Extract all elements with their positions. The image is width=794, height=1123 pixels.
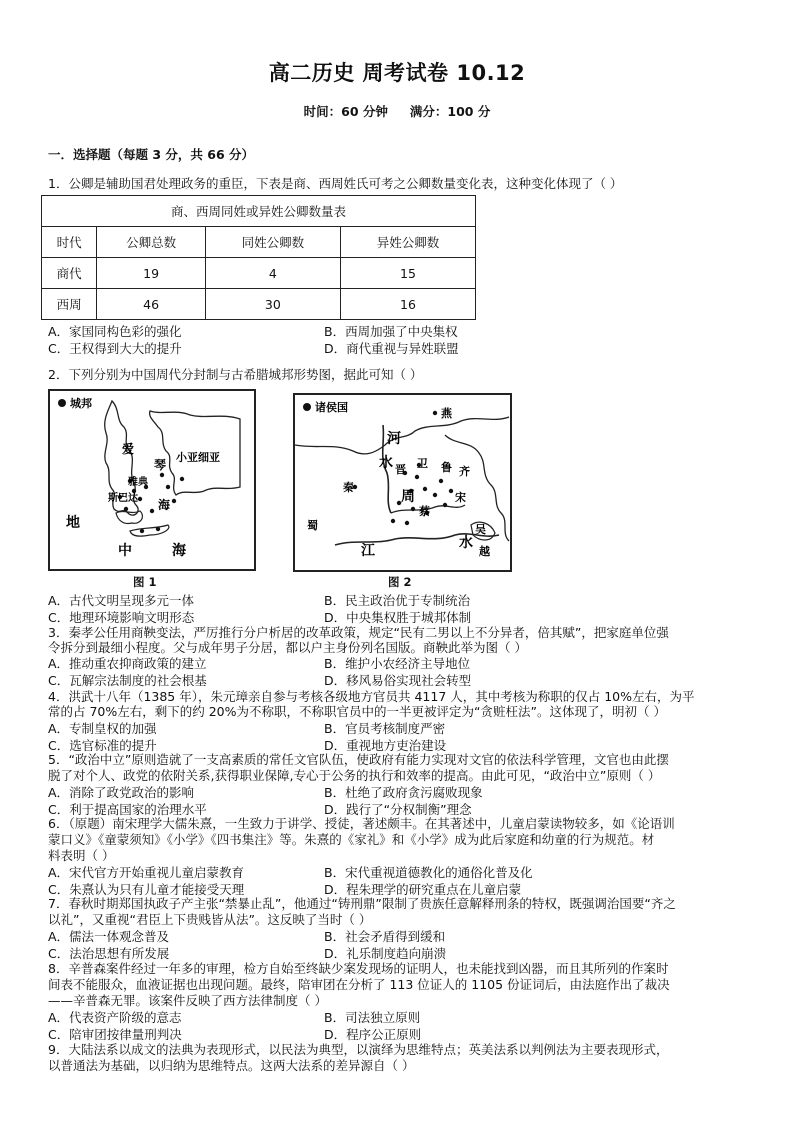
map1-caption: 图 1 <box>133 575 157 589</box>
map2-label: 宋 <box>455 491 466 504</box>
exam-score: 满分：100 分 <box>409 104 491 119</box>
question-6-options <box>48 864 748 898</box>
question-7-options <box>48 928 748 962</box>
map1-label: 海 <box>158 498 171 512</box>
table-cell: 4 <box>205 258 340 289</box>
table-header-cell: 异姓公卿数 <box>340 227 475 258</box>
map1-label: 爱 <box>122 442 135 456</box>
option-c[interactable]: C．陪审团按律量刑判决 <box>48 1027 182 1042</box>
table-cell: 15 <box>340 258 475 289</box>
option-c[interactable]: C．利于提高国家的治理水平 <box>48 802 207 817</box>
table-cell: 西周 <box>42 289 97 320</box>
option-b[interactable]: B．司法独立原则 <box>324 1010 421 1025</box>
greek-city-states-map <box>48 389 256 571</box>
map2-label: 吴 <box>475 523 486 536</box>
table-caption: 商、西周同姓或异姓公卿数量表 <box>42 196 476 227</box>
map1-label: 斯巴达 <box>108 493 138 504</box>
option-b[interactable]: B．官员考核制度严密 <box>324 721 446 736</box>
option-b[interactable]: B．杜绝了政府贪污腐败现象 <box>324 785 483 800</box>
option-a[interactable]: A．古代文明呈现多元一体 <box>48 593 195 608</box>
zhou-map-drawing <box>295 395 510 570</box>
question-5-line-2: 脱了对个人、政党的依附关系,获得职业保障,专心于公务的执行和效率的提高。由此可见，“政治中立”原则（ ） <box>48 768 661 783</box>
option-c[interactable]: C．朱熹认为只有儿童才能接受天理 <box>48 882 245 897</box>
question-3-line-1: 3．秦孝公任用商鞅变法，严厉推行分户析居的改革政策，规定“民有二男以上不分异者，倍其赋”，把家庭单位强 <box>48 625 669 640</box>
question-3-line-2: 令拆分到最细小程度。父与成年男子分居，都以户主身份列名国版。商鞅此举为图（ ） <box>48 640 527 655</box>
question-9-line-1: 9．大陆法系以成文的法典为表现形式，以民法为典型，以演绎为思维特点；英美法系以判例法为主要表现形式， <box>48 1042 669 1057</box>
option-d[interactable]: D．重视地方吏治建设 <box>324 738 447 753</box>
table-header-cell: 时代 <box>42 227 97 258</box>
question-8-line-3: ——辛普森无罪。该案件反映了西方法律制度（ ） <box>48 993 327 1008</box>
map2-legend: 诸侯国 <box>315 401 348 414</box>
exam-info <box>0 102 794 120</box>
map2-label: 蜀 <box>307 519 318 532</box>
option-a[interactable]: A．代表资产阶级的意志 <box>48 1010 182 1025</box>
map2-label: 秦 <box>343 481 354 494</box>
question-6-line-2: 蒙口义》《童蒙须知》《小学》《四书集注》等。朱熹的《家礼》和《小学》成为此后家庭和幼童的行为规范。材 <box>48 832 655 847</box>
option-b[interactable]: B．民主政治优于专制统治 <box>324 593 471 608</box>
page-title: 高二历史 周考试卷 10.12 <box>268 61 526 85</box>
map1-legend: 城邦 <box>70 397 92 410</box>
question-4-line-2: 常的占 70%左右，剩下的约 20%为不称职，不称职官员中的一半更被评定为“贪赃枉法”。这体现了，明初（ ） <box>48 704 666 719</box>
option-c[interactable]: C．王权得到大大的提升 <box>48 341 182 356</box>
table-cell: 商代 <box>42 258 97 289</box>
map1-label: 雅典 <box>128 477 148 488</box>
question-7-line-2: 以礼”，又重视“君臣上下贵贱皆从法”。这反映了当时（ ） <box>48 912 372 927</box>
table-row <box>42 258 476 289</box>
option-d[interactable]: D．程序公正原则 <box>324 1027 422 1042</box>
question-6-line-3: 料表明（ ） <box>48 848 115 863</box>
table-header-cell: 公卿总数 <box>97 227 206 258</box>
table-header-cell: 同姓公卿数 <box>205 227 340 258</box>
zhou-feudal-states-map <box>293 393 512 572</box>
option-d[interactable]: D．中央集权胜于城邦体制 <box>324 610 472 625</box>
question-2-stem: 2．下列分别为中国周代分封制与古希腊城邦形势图，据此可知（ ） <box>48 367 423 382</box>
option-a[interactable]: A．家国同构色彩的强化 <box>48 324 182 339</box>
map2-label: 晋 <box>395 463 406 476</box>
question-1-stem: 1．公卿是辅助国君处理政务的重臣，下表是商、西周姓氏可考之公卿数量变化表，这种变化体现了（ ） <box>48 176 623 191</box>
greek-map-drawing <box>50 391 254 569</box>
table-cell: 46 <box>97 289 206 320</box>
map1-label: 海 <box>172 543 186 559</box>
map2-label: 燕 <box>441 407 452 420</box>
map2-label: 卫 <box>417 457 428 470</box>
option-b[interactable]: B．西周加强了中央集权 <box>324 324 458 339</box>
question-8-line-2: 间表不能服众，血液证据也出现问题。最终，陪审团在分析了 113 位证人的 1105 份证词后，由法庭作出了裁决 <box>48 977 670 992</box>
option-d[interactable]: D．商代重视与异姓联盟 <box>324 341 459 356</box>
question-8-options <box>48 1009 748 1043</box>
question-6-line-1: 6．（原题）南宋理学大儒朱熹，一生致力于讲学、授徒，著述颇丰。在其著述中，儿童启蒙读物较多，如《论语训 <box>48 816 675 831</box>
option-d[interactable]: D．践行了“分权制衡”理念 <box>324 802 472 817</box>
map1-label: 地 <box>66 515 80 531</box>
option-b[interactable]: B．维护小农经济主导地位 <box>324 656 471 671</box>
option-b[interactable]: B．宋代重视道德教化的通俗化普及化 <box>324 865 533 880</box>
table-cell: 30 <box>205 289 340 320</box>
option-b[interactable]: B．社会矛盾得到缓和 <box>324 929 446 944</box>
table-row <box>42 289 476 320</box>
question-4-options <box>48 720 748 754</box>
option-c[interactable]: C．法治思想有所发展 <box>48 946 170 961</box>
map2-label: 水 <box>459 535 473 551</box>
question-9-line-2: 以普通法为基础，以归纳为思维特点。这两大法系的差异源自（ ） <box>48 1058 415 1073</box>
question-5-options <box>48 784 748 818</box>
option-a[interactable]: A．消除了政党政治的影响 <box>48 785 195 800</box>
map2-label: 河 <box>387 431 401 447</box>
option-d[interactable]: D．程朱理学的研究重点在儿童启蒙 <box>324 882 522 897</box>
question-1-options <box>48 323 748 357</box>
map1-label: 琴 <box>154 458 167 472</box>
option-a[interactable]: A．推动重农抑商政策的建立 <box>48 656 207 671</box>
table-cell: 19 <box>97 258 206 289</box>
map2-label: 鲁 <box>441 461 452 474</box>
question-7-line-1: 7．春秋时期郑国执政子产主张“禁暴止乱”，他通过“铸刑鼎”限制了贵族任意解释刑条的特权，既强调治国要“齐之 <box>48 896 676 911</box>
option-a[interactable]: A．儒法一体观念普及 <box>48 929 170 944</box>
option-d[interactable]: D．移风易俗实现社会转型 <box>324 673 472 688</box>
option-c[interactable]: C．瓦解宗法制度的社会根基 <box>48 673 207 688</box>
map2-label: 齐 <box>459 465 470 478</box>
map1-label: 中 <box>118 543 132 559</box>
map2-label: 越 <box>479 545 490 558</box>
question-1-table <box>41 195 476 320</box>
map2-label: 水 <box>379 455 393 471</box>
question-4-line-1: 4．洪武十八年（1385 年），朱元璋亲自参与考核各级地方官员共 4117 人，其中考核为称职的仅占 10%左右，为平 <box>48 689 695 704</box>
table-cell: 16 <box>340 289 475 320</box>
question-3-options <box>48 655 748 689</box>
map2-label: 蔡 <box>419 505 430 518</box>
option-c[interactable]: C．地理环境影响文明形态 <box>48 610 195 625</box>
map2-label: 江 <box>361 543 375 559</box>
question-8-line-1: 8．辛普森案件经过一年多的审理，检方自始至终缺少案发现场的证明人，也未能找到凶器，而且其所列的作案时 <box>48 961 669 976</box>
option-d[interactable]: D．礼乐制度趋向崩溃 <box>324 946 447 961</box>
option-a[interactable]: A．宋代官方开始重视儿童启蒙教育 <box>48 865 245 880</box>
map1-label: 小亚细亚 <box>176 451 220 464</box>
question-2-options <box>48 592 748 626</box>
section-heading: 一．选择题（每题 3 分，共 66 分） <box>48 147 255 162</box>
option-c[interactable]: C．选官标准的提升 <box>48 738 157 753</box>
map2-caption: 图 2 <box>388 575 412 589</box>
option-a[interactable]: A．专制皇权的加强 <box>48 721 157 736</box>
question-5-line-1: 5．“政治中立”原则造就了一支高素质的常任文官队伍，使政府有能力实现对文官的依法科学管理，文官也由此摆 <box>48 752 669 767</box>
exam-time: 时间：60 分钟 <box>303 104 388 119</box>
map2-label: 周 <box>401 489 415 505</box>
